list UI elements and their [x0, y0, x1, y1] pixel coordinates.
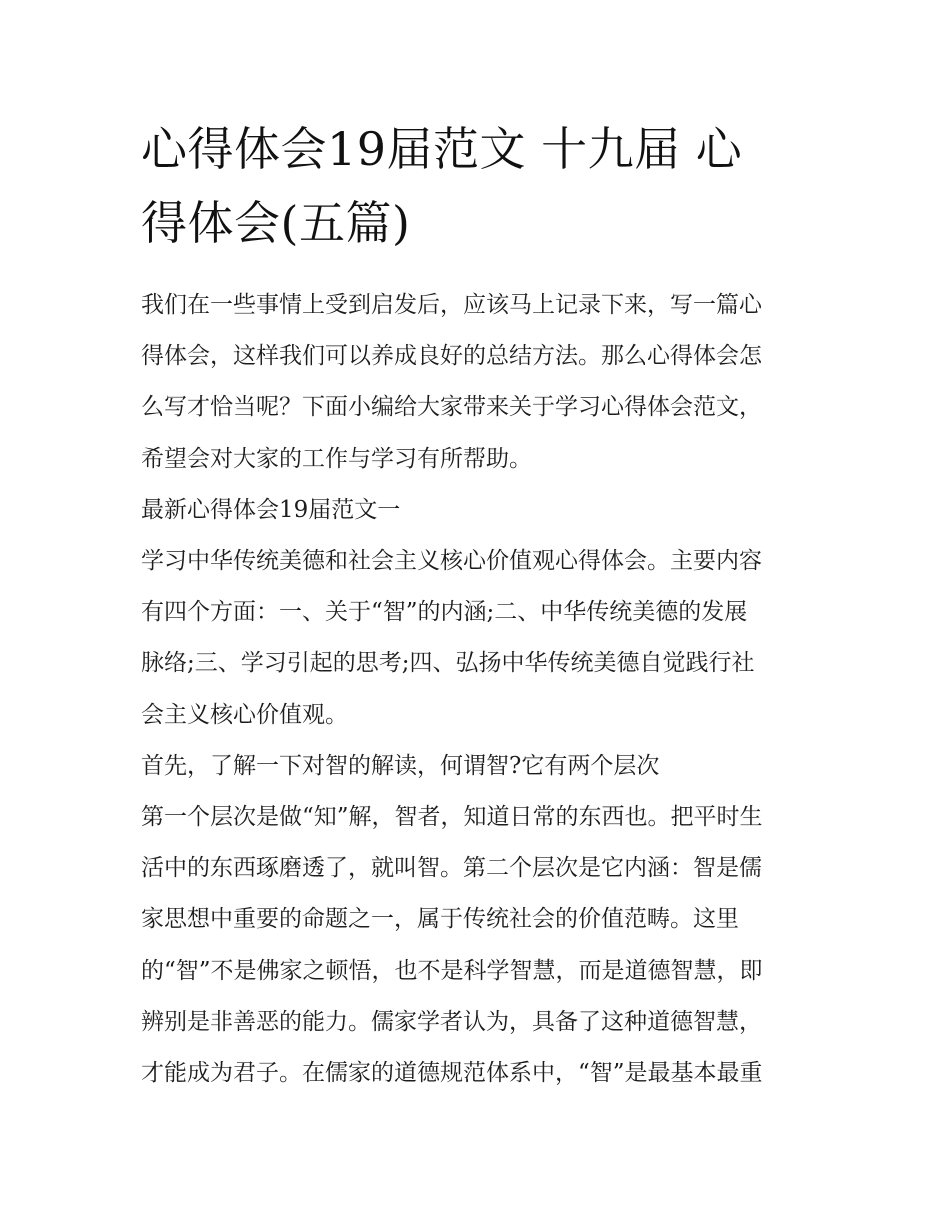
- body-line: 么写才恰当呢？下面小编给大家带来关于学习心得体会范文，: [141, 394, 762, 421]
- body-line: 才能成为君子。在儒家的道德规范体系中，“智”是最基本最重: [141, 1060, 763, 1087]
- body-line: 家思想中重要的命题之一，属于传统社会的价值范畴。这里: [141, 906, 739, 933]
- document-page: [141, 112, 813, 1099]
- body-line: 活中的东西琢磨透了，就叫智。第二个层次是它内涵：智是儒: [141, 855, 762, 882]
- title-line: 心得体会19届范文 十九届 心: [141, 122, 743, 176]
- body-line: 脉络;三、学习引起的思考;四、弘扬中华传统美德自觉践行社: [141, 650, 755, 677]
- body-line: 希望会对大家的工作与学习有所帮助。: [141, 445, 532, 472]
- document-title: [141, 112, 813, 260]
- body-line: 第一个层次是做“知”解，智者，知道日常的东西也。把平时生: [141, 804, 763, 831]
- body-line: 会主义核心价值观。: [141, 701, 348, 728]
- body-line: 有四个方面：一、关于“智”的内涵;二、中华传统美德的发展: [141, 599, 748, 626]
- section-heading: 最新心得体会19届范文一: [141, 496, 401, 523]
- body-line: 的“智”不是佛家之顿悟，也不是科学智慧，而是道德智慧，即: [141, 957, 763, 984]
- body-line: 我们在一些事情上受到启发后，应该马上记录下来，写一篇心: [141, 292, 762, 318]
- body-line: 学习中华传统美德和社会主义核心价值观心得体会。主要内容: [141, 548, 762, 575]
- document-body: [141, 280, 813, 1099]
- body-line: 得体会，这样我们可以养成良好的总结方法。那么心得体会怎: [141, 343, 762, 370]
- body-line: 首先，了解一下对智的解读，何谓智?它有两个层次: [141, 752, 660, 779]
- body-line: 辨别是非善恶的能力。儒家学者认为，具备了这种道德智慧，: [141, 1008, 762, 1035]
- title-line: 得体会(五篇): [141, 196, 411, 250]
